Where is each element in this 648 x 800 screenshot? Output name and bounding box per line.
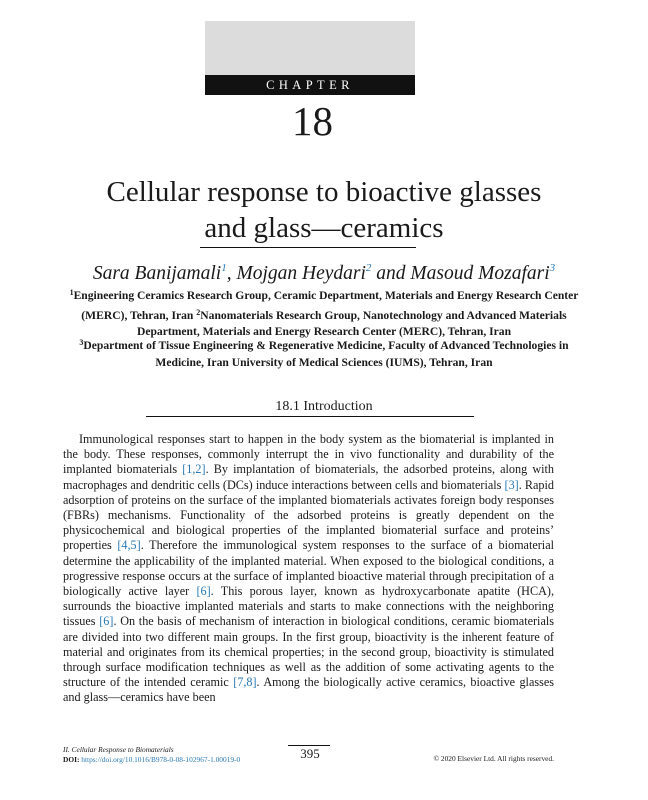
citation-link[interactable]: [3] xyxy=(504,477,519,492)
author-name: Masoud Mozafari xyxy=(410,263,550,284)
page-number: 395 xyxy=(300,746,320,761)
chapter-label: CHAPTER xyxy=(205,75,415,95)
footer-left xyxy=(63,745,240,764)
author-affiliation-link[interactable]: 1 xyxy=(221,262,227,274)
chapter-title xyxy=(40,174,608,246)
running-title: II. Cellular Response to Biomaterials xyxy=(63,745,174,754)
citation-link[interactable]: [1,2] xyxy=(182,462,206,477)
affiliation-text: Department of Tissue Engineering & Regenerative Medicine, Faculty of Advanced Technologies in Medicine, Iran University of Medical Sciences (IUMS), Tehran, Iran xyxy=(83,339,569,369)
author-affiliation-link[interactable]: 2 xyxy=(365,262,372,274)
author-name: Mojgan Heydari xyxy=(236,263,366,284)
affiliation-text: Nanomaterials Research Group, Nanotechnology and Advanced Materials Department, Materials and Energy Research Center (MERC), Tehran, Iran xyxy=(136,308,567,338)
section-divider xyxy=(146,416,474,417)
copyright-notice: © 2020 Elsevier Ltd. All rights reserved. xyxy=(433,754,554,763)
body-text-run: . By implantation of biomaterials, the adsorbed proteins, along with macrophages and dendritic cells (DCs) induce interactions between cells and biomaterials xyxy=(63,462,554,492)
chapter-number: 18 xyxy=(292,98,333,144)
affiliation-block-3 xyxy=(60,335,588,371)
body-text-run: . Therefore the immunological system responses to the surface of a biomaterial determine the applicability of the implanted material. When exposed to the biological conditions, a progressive response occurs at the surface of implanted bioactive material through precipitation of a biologically active layer xyxy=(63,538,554,599)
author-separator: and xyxy=(371,263,411,284)
body-text-run: . Among the biologically active ceramics, bioactive glasses and glass—ceramics have been xyxy=(63,675,554,705)
author-list xyxy=(40,255,608,287)
author-affiliation-link[interactable]: 3 xyxy=(549,262,556,274)
section-heading: 18.1 Introduction xyxy=(275,399,373,414)
affiliations-block xyxy=(60,285,588,341)
body-paragraph xyxy=(63,432,554,706)
doi-link[interactable]: https://doi.org/10.1016/B978-0-08-102967-1.00019-0 xyxy=(81,754,241,764)
citation-link[interactable]: [6] xyxy=(196,584,211,599)
body-text-run: . Rapid adsorption of proteins on the surface of the implanted biomaterials activates foreign body responses (FBRs) mechanisms. Functionality of the adsorbed proteins is greatly dependent on the physicochemical and biological properties of the implanted biomaterial surface and proteins’ properties xyxy=(63,477,554,553)
chapter-number-wrap xyxy=(205,96,415,146)
citation-link[interactable]: [6] xyxy=(99,614,114,629)
chapter-banner xyxy=(205,21,415,95)
body-text-run: . This porous layer, known as hydroxycarbonate apatite (HCA), surrounds the bioactive implanted materials and starts to make connections with the neighboring tissues xyxy=(63,584,555,629)
author-name: Sara Banijamali xyxy=(92,263,222,284)
affiliation-text: Engineering Ceramics Research Group, Ceramic Department, Materials and Energy Research Center (MERC), Tehran, Iran xyxy=(73,289,579,322)
chapter-title-line1: Cellular response to bioactive glasses xyxy=(106,176,542,208)
chapter-title-line2: and glass—ceramics xyxy=(204,212,444,244)
citation-link[interactable]: [7,8] xyxy=(233,675,257,690)
body-text-run: Immunological responses start to happen in the body system as the biomaterial is implanted in the body. These responses, commonly interrupt the in vivo functionality and durability of the implanted biomaterials xyxy=(63,432,554,477)
affiliation-number: 2 xyxy=(196,307,201,317)
body-text-run: . On the basis of mechanism of interaction in biological conditions, ceramic biomaterials are divided into two different main groups. In the first group, bioactivity is the inherent feature of material and originates from its chemical properties; in the second group, bioactivity is stimulated through surface modification techniques as well as the addition of some activating agents to the structure of the intended ceramic xyxy=(63,614,554,690)
citation-link[interactable]: [4,5] xyxy=(117,538,141,553)
doi-label: DOI: xyxy=(63,754,82,764)
affiliation-number: 1 xyxy=(69,288,74,297)
title-divider xyxy=(200,247,416,248)
affiliation-number: 3 xyxy=(79,338,84,347)
author-separator: , xyxy=(226,263,237,284)
